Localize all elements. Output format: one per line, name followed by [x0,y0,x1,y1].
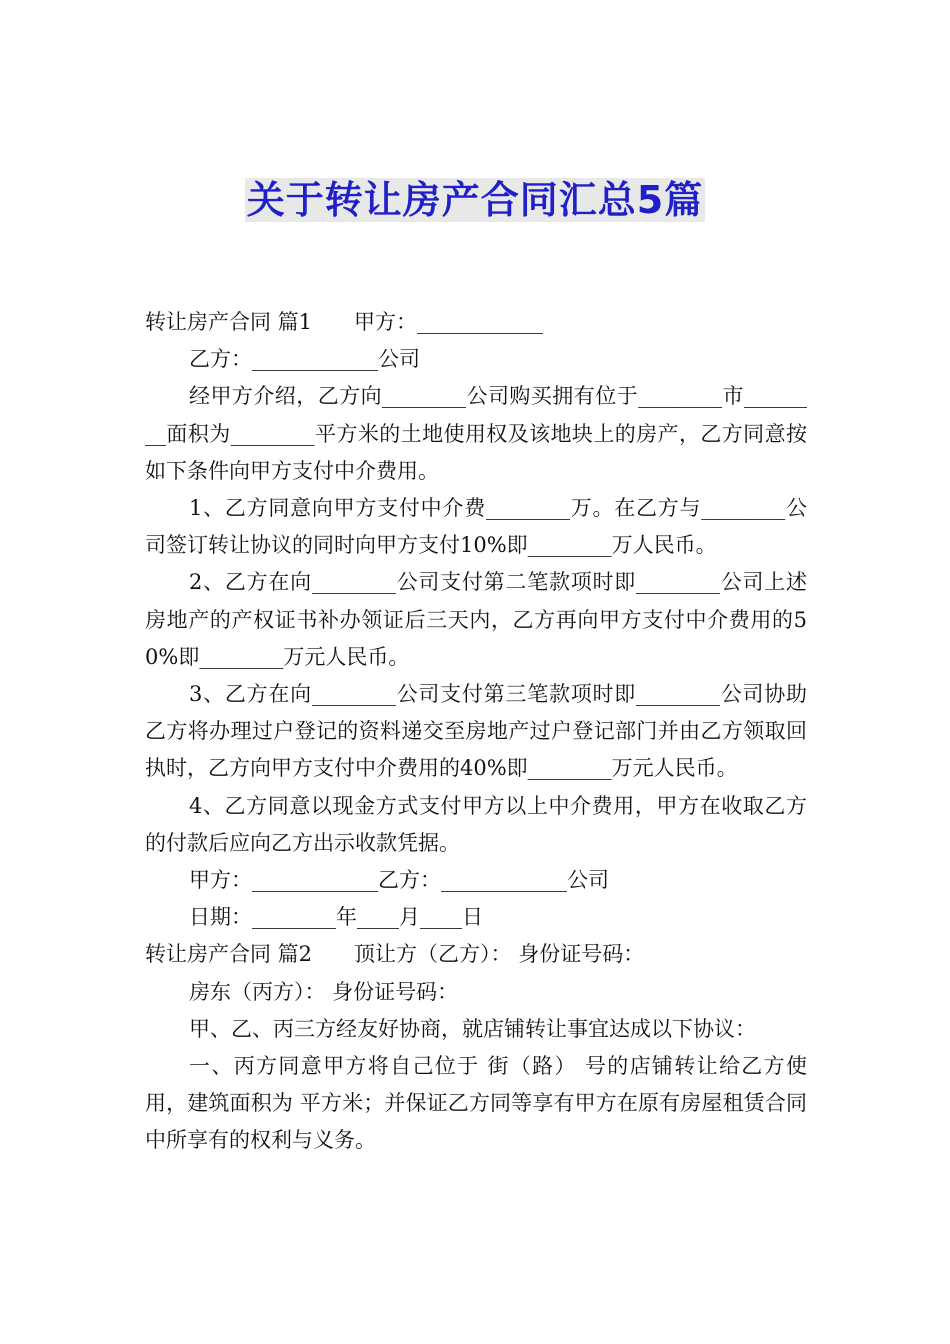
paragraph-7: 4、乙方同意以现金方式支付甲方以上中介费用，甲方在收取乙方的付款后应向乙方出示收款凭据。 [145,793,807,855]
paragraph-11: 房东（丙方）： 身份证号码： [189,979,459,1004]
paragraph-2: 乙方：____________公司 [189,347,420,372]
paragraph-10: 转让房产合同 篇2 顶让方（乙方）： 身份证号码： [145,942,645,967]
paragraph-8: 甲方：____________乙方：____________公司 [189,868,609,893]
paragraph-9: 日期：________年____月____日 [189,905,483,930]
paragraph-12: 甲、乙、丙三方经友好协商，就店铺转让事宜达成以下协议： [189,1016,756,1041]
paragraph-3: 经甲方介绍，乙方向________公司购买拥有位于________市________面积为________平方米的土地使用权及该地块上的房产，乙方同意按如下条件向甲方支付中介费用。 [145,384,807,483]
document-title [0,174,950,226]
paragraph-4: 1、乙方同意向甲方支付中介费________万。在乙方与________公司签订转让协议的同时向甲方支付10%即________万人民币。 [145,496,807,558]
document-title-text: 关于转让房产合同汇总5篇 [246,178,704,222]
document-body [145,304,807,1160]
paragraph-5: 2、乙方在向________公司支付第二笔款项时即________公司上述房地产的产权证书补办领证后三天内，乙方再向甲方支付中介费用的50%即________万元人民币。 [145,570,807,669]
paragraph-6: 3、乙方在向________公司支付第三笔款项时即________公司协助乙方将办理过户登记的资料递交至房地产过户登记部门并由乙方领取回执时，乙方向甲方支付中介费用的40%即________万元人民币。 [145,682,807,781]
paragraph-1: 转让房产合同 篇1 甲方：____________ [145,310,544,334]
paragraph-13: 一、丙方同意甲方将自己位于 街（路） 号的店铺转让给乙方使用，建筑面积为 平方米；并保证乙方同等享有甲方在原有房屋租赁合同中所享有的权利与义务。 [145,1054,807,1153]
